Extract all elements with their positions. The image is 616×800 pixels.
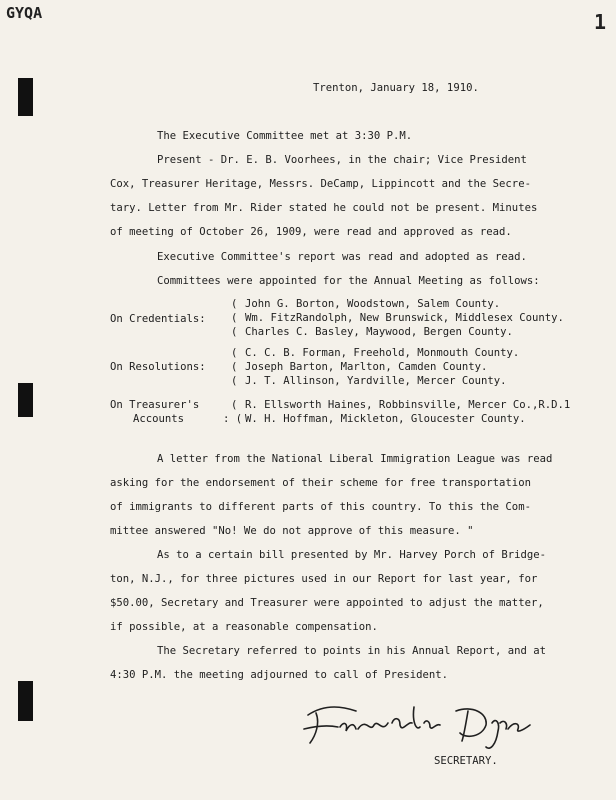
- report-paragraph: Executive Committee's report was read and adopted as read.: [157, 251, 527, 263]
- committee-member: Charles C. Basley, Maywood, Bergen County.: [245, 326, 513, 338]
- punch-hole-mark: [18, 78, 33, 116]
- committees-intro: Committees were appointed for the Annual Meeting as follows:: [157, 275, 540, 287]
- paragraph-line: $50.00, Secretary and Treasurer were appointed to adjust the matter,: [110, 597, 544, 609]
- paragraph-line: The Secretary referred to points in his Annual Report, and at: [157, 645, 547, 657]
- archive-stamp: GYQA: [6, 4, 43, 22]
- paragraph-line: asking for the endorsement of their scheme for free transportation: [110, 477, 531, 489]
- committee-label: On Treasurer's: [110, 399, 200, 411]
- dateline: Trenton, January 18, 1910.: [313, 82, 479, 94]
- committee-member: Joseph Barton, Marlton, Camden County.: [245, 361, 488, 373]
- committee-member: J. T. Allinson, Yardville, Mercer County.: [245, 375, 507, 387]
- brace-glyph: (: [231, 298, 238, 310]
- committee-member: C. C. B. Forman, Freehold, Monmouth County.: [245, 347, 520, 359]
- paragraph-line: As to a certain bill presented by Mr. Harvey Porch of Bridge-: [157, 549, 547, 561]
- brace-glyph: (: [231, 361, 238, 373]
- paragraph-line: A letter from the National Liberal Immigration League was read: [157, 453, 553, 465]
- handwritten-signature: [296, 693, 556, 753]
- signatory-title: SECRETARY.: [434, 755, 498, 767]
- committee-member: R. Ellsworth Haines, Robbinsville, Mercer Co.,R.D.1: [245, 399, 571, 411]
- brace-glyph: (: [231, 312, 238, 324]
- brace-glyph: (: [231, 399, 238, 411]
- committee-label: Accounts: [133, 413, 185, 425]
- committee-label: On Resolutions:: [110, 361, 206, 373]
- committee-label: On Credentials:: [110, 313, 206, 325]
- brace-glyph: : (: [223, 413, 243, 425]
- committee-member: John G. Borton, Woodstown, Salem County.: [245, 298, 501, 310]
- brace-glyph: (: [231, 375, 238, 387]
- paragraph-line: Cox, Treasurer Heritage, Messrs. DeCamp, Lippincott and the Secre-: [110, 178, 531, 190]
- paragraph-line: of immigrants to different parts of this country. To this the Com-: [110, 501, 531, 513]
- paragraph-line: ton, N.J., for three pictures used in our Report for last year, for: [110, 573, 538, 585]
- punch-hole-mark: [18, 681, 33, 721]
- paragraph-line: mittee answered "No! We do not approve of this measure. ": [110, 525, 474, 537]
- paragraph-line: of meeting of October 26, 1909, were read and approved as read.: [110, 226, 512, 238]
- brace-glyph: (: [231, 347, 238, 359]
- opening-paragraph: The Executive Committee met at 3:30 P.M.: [157, 130, 413, 142]
- paragraph-line: Present - Dr. E. B. Voorhees, in the chair; Vice President: [157, 154, 527, 166]
- brace-glyph: (: [231, 326, 238, 338]
- punch-hole-mark: [18, 383, 33, 417]
- paragraph-line: 4:30 P.M. the meeting adjourned to call of President.: [110, 669, 449, 681]
- committee-member: W. H. Hoffman, Mickleton, Gloucester County.: [245, 413, 526, 425]
- committee-member: Wm. FitzRandolph, New Brunswick, Middlesex County.: [245, 312, 564, 324]
- paragraph-line: if possible, at a reasonable compensation.: [110, 621, 378, 633]
- paragraph-line: tary. Letter from Mr. Rider stated he could not be present. Minutes: [110, 202, 538, 214]
- page-number: 1: [593, 10, 606, 34]
